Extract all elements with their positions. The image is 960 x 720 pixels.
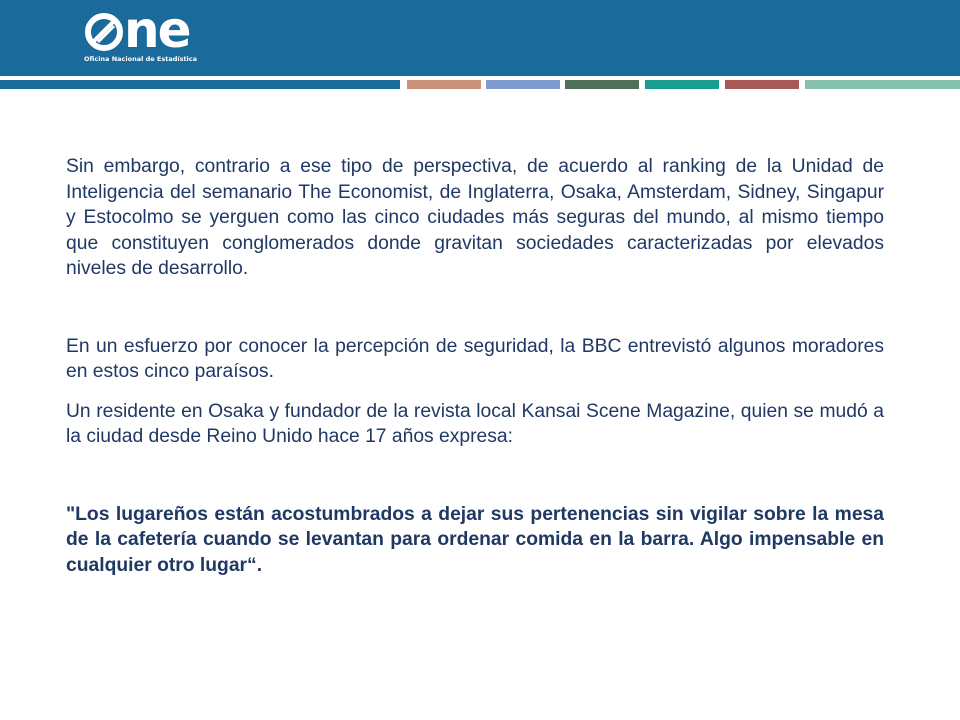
color-strip [645,80,719,89]
color-strips [407,80,960,89]
color-strip [407,80,481,89]
quote-text: "Los lugareños están acostumbrados a dejar sus pertenencias sin vigilar sobre la mesa de la cafetería cuando se levantan para ordenar comida en la barra. Algo impensable en cualquier otro lugar“. [66,503,884,576]
header-underline [0,80,400,89]
color-strip [805,80,960,89]
logo-tagline: Oficina Nacional de Estadística [84,55,198,63]
one-logo [84,1,224,70]
color-strip [725,80,799,89]
color-strip [486,80,560,89]
color-strip [565,80,639,89]
slide-content [66,154,884,578]
header-bar [0,0,960,76]
paragraph-resident: Un residente en Osaka y fundador de la revista local Kansai Scene Magazine, quien se mudó a la ciudad desde Reino Unido hace 17 años expresa: [66,400,884,447]
paragraph-ranking: Sin embargo, contrario a ese tipo de perspectiva, de acuerdo al ranking de la Unidad de Inteligencia del semanario The Economist, de Inglaterra, Osaka, Amsterdam, Sidney, Singapur y Estocolmo se yerguen como las cinco ciudades más seguras del mundo, al mismo tiempo que constituyen conglomerados donde gravitan sociedades caracterizadas por elevados niveles de desarrollo. [66,156,884,279]
magnifier-logo-icon [84,12,124,52]
logo-wordmark: ne [124,1,190,59]
paragraph-bbc: En un esfuerzo por conocer la percepción de seguridad, la BBC entrevistó algunos moradores en estos cinco paraísos. [66,335,884,382]
